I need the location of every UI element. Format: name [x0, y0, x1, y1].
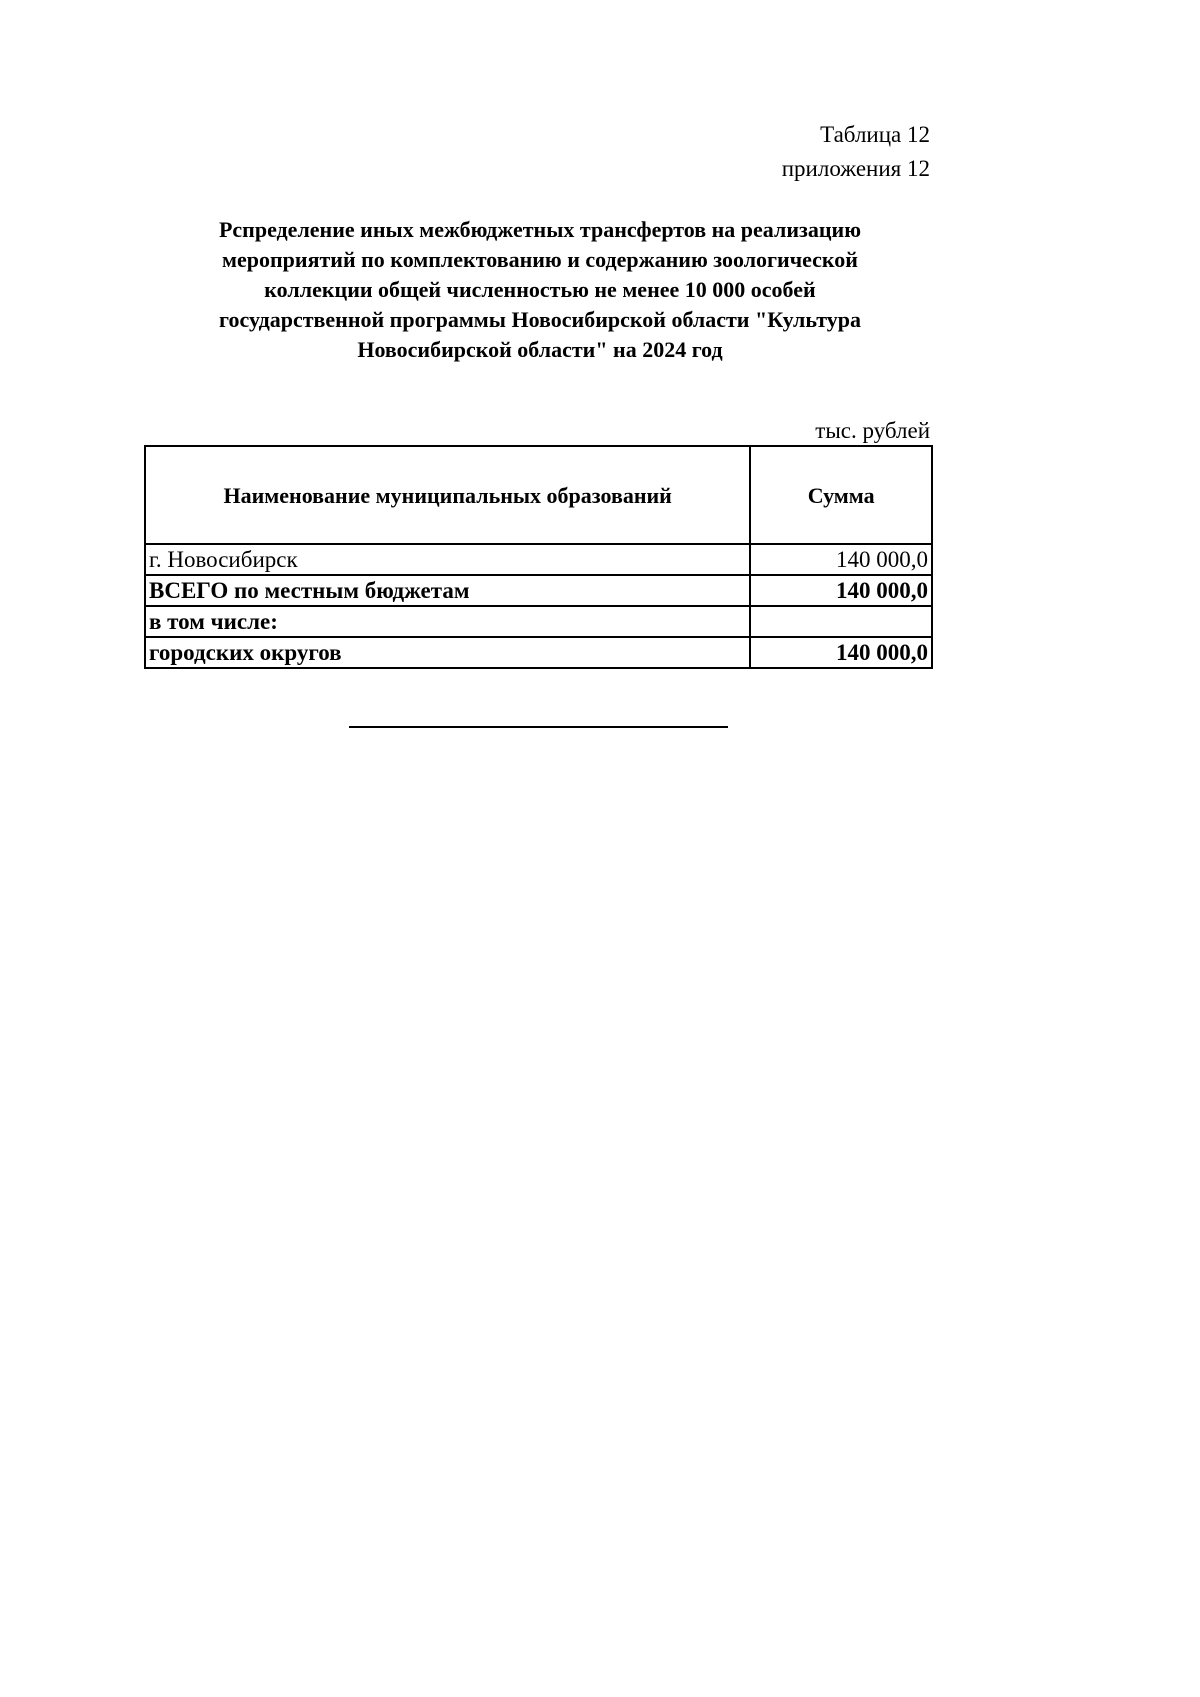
units-label: тыс. рублей — [815, 418, 930, 443]
table-row-city-districts — [145, 637, 932, 668]
row-name: г. Новосибирск — [145, 544, 750, 575]
row-name: городских округов — [145, 637, 750, 668]
title-line: Рспределение иных межбюджетных трансфертов на реализацию — [218, 217, 862, 242]
row-name: в том числе: — [145, 606, 750, 637]
table-number-label: Таблица 12 — [820, 122, 930, 147]
title-line: государственной программы Новосибирской области "Культура — [219, 307, 861, 332]
row-name: ВСЕГО по местным бюджетам — [145, 575, 750, 606]
closing-divider-line — [349, 726, 728, 728]
row-sum: 140 000,0 — [750, 544, 932, 575]
document-header — [782, 118, 930, 186]
title-line: коллекции общей численностью не менее 10 000 особей — [264, 277, 816, 302]
appendix-number-label: приложения 12 — [781, 156, 930, 181]
row-sum: 140 000,0 — [750, 637, 932, 668]
row-sum: 140 000,0 — [750, 575, 932, 606]
column-header-municipality: Наименование муниципальных образований — [145, 446, 750, 544]
table-row-subheading — [145, 606, 932, 637]
title-line: Новосибирской области" на 2024 год — [357, 337, 723, 362]
row-sum — [750, 606, 932, 637]
table-row-total — [145, 575, 932, 606]
document-title — [150, 215, 930, 365]
title-line: мероприятий по комплектованию и содержанию зоологической — [222, 247, 858, 272]
table-row — [145, 544, 932, 575]
transfers-table — [144, 445, 933, 669]
table-header-row — [145, 446, 932, 544]
column-header-sum: Сумма — [750, 446, 932, 544]
